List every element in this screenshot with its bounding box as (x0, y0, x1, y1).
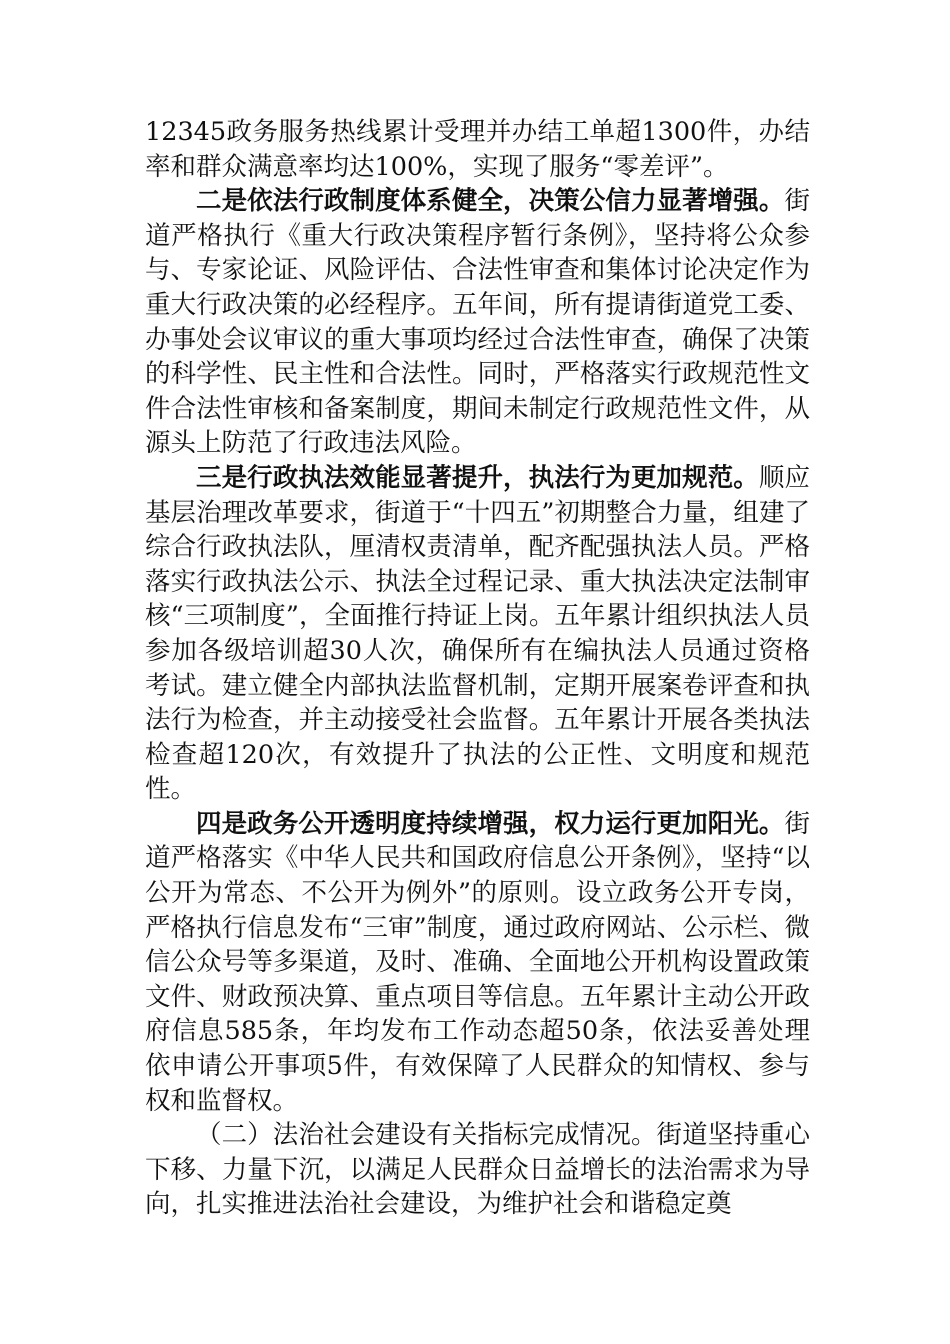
paragraph-heading: 二是依法行政制度体系健全，决策公信力显著增强。 (196, 186, 785, 217)
paragraph-text: 街道严格执行《重大行政决策程序暂行条例》，坚持将公众参与、专家论证、风险评估、合法性审查和集体讨论决定作为重大行政决策的必经程序。五年间，所有提请街道党工委、办事处会议审议的重大事项均经过合法性审查，确保了决策的科学性、民主性和合法性。同时，严格落实行政规范性文件合法性审核和备案制度，期间未制定行政规范性文件，从源头上防范了行政违法风险。 (145, 186, 810, 459)
paragraph-text: 顺应基层治理改革要求，街道于“十四五”初期整合力量，组建了综合行政执法队，厘清权责清单，配齐配强执法人员。严格落实行政执法公示、执法全过程记录、重大执法决定法制审核“三项制度”，全面推行持证上岗。五年累计组织执法人员参加各级培训超30人次，确保所有在编执法人员通过资格考试。建立健全内部执法监督机制，定期开展案卷评查和执法行为检查，并主动接受社会监督。五年累计开展各类执法检查超120次，有效提升了执法的公正性、文明度和规范性。 (145, 462, 810, 805)
paragraph-text: （二）法治社会建设有关指标完成情况。街道坚持重心下移、力量下沉，以满足人民群众日益增长的法治需求为导向，扎实推进法治社会建设，为维护社会和谐稳定奠 (145, 1120, 810, 1220)
paragraph-heading: 四是政务公开透明度持续增强，权力运行更加阳光。 (196, 808, 785, 839)
document-page (145, 115, 810, 1222)
paragraph-government-transparency (145, 807, 810, 1118)
paragraph-heading: 三是行政执法效能显著提升，执法行为更加规范。 (196, 462, 759, 493)
paragraph-hotline-results (145, 115, 810, 184)
paragraph-rule-of-law-society (145, 1118, 810, 1222)
paragraph-text: 街道严格落实《中华人民共和国政府信息公开条例》，坚持“以公开为常态、不公开为例外”的原则。设立政务公开专岗，严格执行信息发布“三审”制度，通过政府网站、公示栏、微信公众号等多渠道，及时、准确、全面地公开机构设置政策文件、财政预决算、重点项目等信息。五年累计主动公开政府信息585条，年均发布工作动态超50条，依法妥善处理依申请公开事项5件，有效保障了人民群众的知情权、参与权和监督权。 (145, 808, 810, 1116)
paragraph-law-enforcement (145, 461, 810, 807)
paragraph-administrative-decisions (145, 184, 810, 461)
paragraph-text: 12345政务服务热线累计受理并办结工单超1300件，办结率和群众满意率均达100%，实现了服务“零差评”。 (145, 117, 810, 182)
